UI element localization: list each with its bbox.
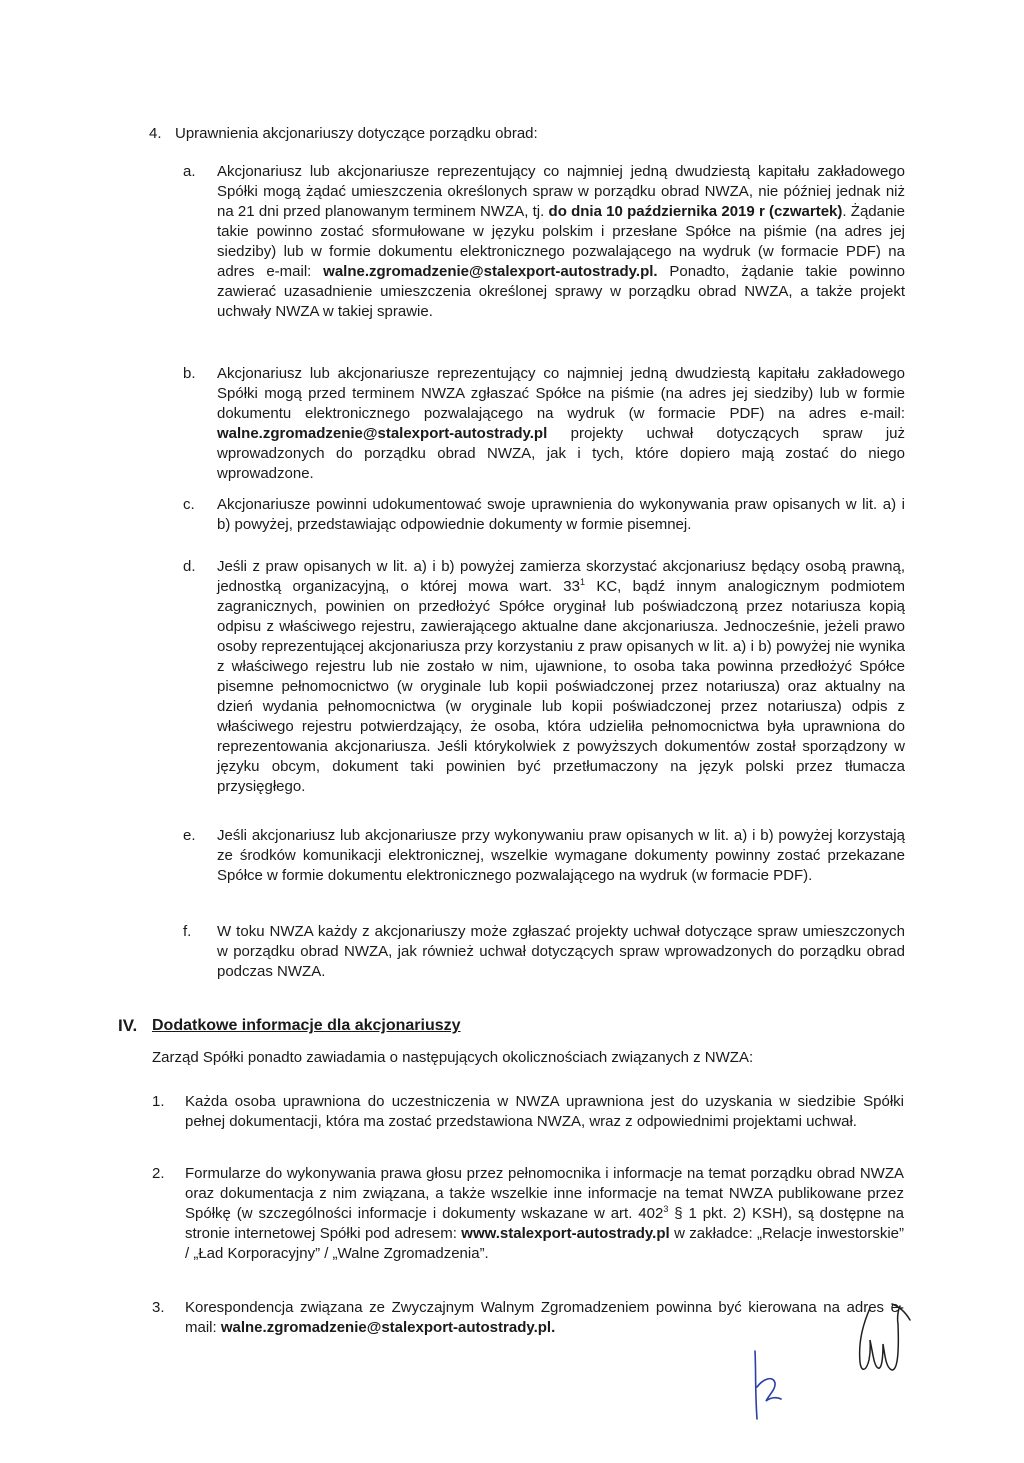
item-letter: e. xyxy=(183,827,196,844)
item-text: Formularze do wykonywania prawa głosu przez pełnomocnika i informacje na temat porządku obrad NWZA oraz dokumentacja z nim związana, a także wszelkie inne informacje na temat NWZA publikowane przez Spółkę (w szczególności informacje i dokumenty wskazane w art. $402^3$ § 1 pkt. 2) KSH), są dostępne na stronie internetowej Spółki pod adresem: www.stalexport-autostrady.pl w zakładce: „Relacje inwestorskie” / „Ład Korporacyjny” / „Walne Zgromadzenia”. xyxy=(185,1165,904,1262)
website-url: www.stalexport-autostrady.pl xyxy=(461,1225,670,1242)
section-roman-number: IV. xyxy=(118,1016,138,1035)
handwritten-signature-right xyxy=(840,1300,920,1380)
item-text: W toku NWZA każdy z akcjonariuszy może zgłaszać projekty uchwał dotyczące spraw umieszczonych w porządku obrad NWZA, jak również uchwał dotyczących spraw wprowadzonych do porządku obrad podczas NWZA. xyxy=(217,923,905,980)
item-number: 3. xyxy=(152,1299,165,1316)
item-number: 1. xyxy=(152,1093,165,1110)
item-letter: c. xyxy=(183,496,195,513)
item-text: Akcjonariusz lub akcjonariusze reprezentujący co najmniej jedną dwudziestą kapitału zakładowego Spółki mogą żądać umieszczenia określonych spraw w porządku obrad NWZA, nie później jednak niż na 21 dni przed planowanym terminem NWZA, tj. do dnia 10 października 2019 r (czwartek). Żądanie takie powinno zostać sformułowane w języku polskim i przesłane Spółce na piśmie (na adres jej siedziby) lub w formie dokumentu elektronicznego pozwalającego na wydruk (w formacie PDF) na adres e-mail: walne.zgromadzenie@stalexport-autostrady.pl. Ponadto, żądanie takie powinno zawierać uzasadnienie umieszczenia określonej sprawy w porządku obrad NWZA, a także projekt uchwały NWZA w takiej sprawie. xyxy=(217,163,906,320)
email-address: walne.zgromadzenie@stalexport-autostrady.pl. xyxy=(323,263,658,280)
section-title: Uprawnienia akcjonariuszy dotyczące porządku obrad: xyxy=(175,125,538,142)
section-number: 4. xyxy=(149,125,162,142)
item-text: Akcjonariusz lub akcjonariusze reprezentujący co najmniej jedną dwudziestą kapitału zakładowego Spółki mogą przed terminem NWZA zgłaszać Spółce na piśmie (na adres jej siedziby) lub w formie dokumentu elektronicznego pozwalającego na wydruk (w formacie PDF) na adres e-mail: walne.zgromadzenie@stalexport-autostrady.pl projekty uchwał dotyczących spraw już wprowadzonych do porządku obrad NWZA, jak i tych, które dopiero mają zostać do niego wprowadzone. xyxy=(217,365,905,482)
item-letter: b. xyxy=(183,365,196,382)
item-text: Akcjonariusze powinni udokumentować swoje uprawnienia do wykonywania praw opisanych w lit. a) i b) powyżej, przedstawiając odpowiednie dokumenty w formie pisemnej. xyxy=(217,496,905,533)
item-text: Każda osoba uprawniona do uczestniczenia w NWZA uprawniona jest do uzyskania w siedzibie Spółki pełnej dokumentacji, która ma zostać przedstawiona NWZA, wraz z odpowiednimi projektami uchwał. xyxy=(185,1093,904,1130)
deadline-date: do dnia 10 października 2019 r (czwartek) xyxy=(548,203,843,220)
handwritten-initial-left xyxy=(745,1345,785,1425)
section-intro: Zarząd Spółki ponadto zawiadamia o następujących okolicznościach związanych z NWZA: xyxy=(152,1049,754,1066)
item-text: Jeśli akcjonariusz lub akcjonariusze przy wykonywaniu praw opisanych w lit. a) i b) powyżej korzystają ze środków komunikacji elektronicznej, wszelkie wymagane dokumenty powinny zostać przekazane Spółce w formie dokumentu elektronicznego pozwalającego na wydruk (w formacie PDF). xyxy=(217,827,905,884)
item-letter: d. xyxy=(183,558,196,575)
section-title: Dodatkowe informacje dla akcjonariuszy xyxy=(152,1017,461,1034)
item-letter: a. xyxy=(183,163,196,180)
email-address: walne.zgromadzenie@stalexport-autostrady.pl. xyxy=(220,1319,556,1336)
item-letter: f. xyxy=(183,923,192,940)
item-text: Jeśli z praw opisanych w lit. a) i b) powyżej zamierza skorzystać akcjonariusz będący osobą prawną, jednostką organizacyjną, o której mowa wart. $33^1$ KC, bądź innym analogicznym podmiotem zagranicznych, powinien on przedłożyć Spółce oryginał lub poświadczoną przez notariusza kopią odpisu z właściwego rejestru, zawierającego aktualne dane akcjonariusza. Jednocześnie, jeżeli prawo osoby reprezentującej akcjonariusza przy korzystaniu z praw opisanych w lit. a) i b) powyżej nie wynika z właściwego rejestru lub nie zostało w nim, ujawnione, to osoba taka powinna przedłożyć Spółce pisemne pełnomocnictwo (w oryginale lub kopii poświadczonej przez notariusza) oraz aktualny na dzień wydania pełnomocnictwa (w oryginale lub kopii poświadczonej przez notariusza) odpis z właściwego rejestru potwierdzający, że osoba, która udzieliła pełnomocnictwa była uprawniona do reprezentowania akcjonariusza. Jeśli którykolwiek z powyższych dokumentów został sporządzony w języku obcym, dokument taki powinien być przetłumaczony na język polski przez tłumacza przysięgłego. xyxy=(217,558,906,795)
item-text: Korespondencja związana ze Zwyczajnym Walnym Zgromadzeniem powinna być kierowana na adres e-mail: walne.zgromadzenie@stalexport-autostrady.pl. xyxy=(185,1299,904,1336)
email-address: walne.zgromadzenie@stalexport-autostrady.pl xyxy=(217,425,548,442)
item-number: 2. xyxy=(152,1165,165,1182)
